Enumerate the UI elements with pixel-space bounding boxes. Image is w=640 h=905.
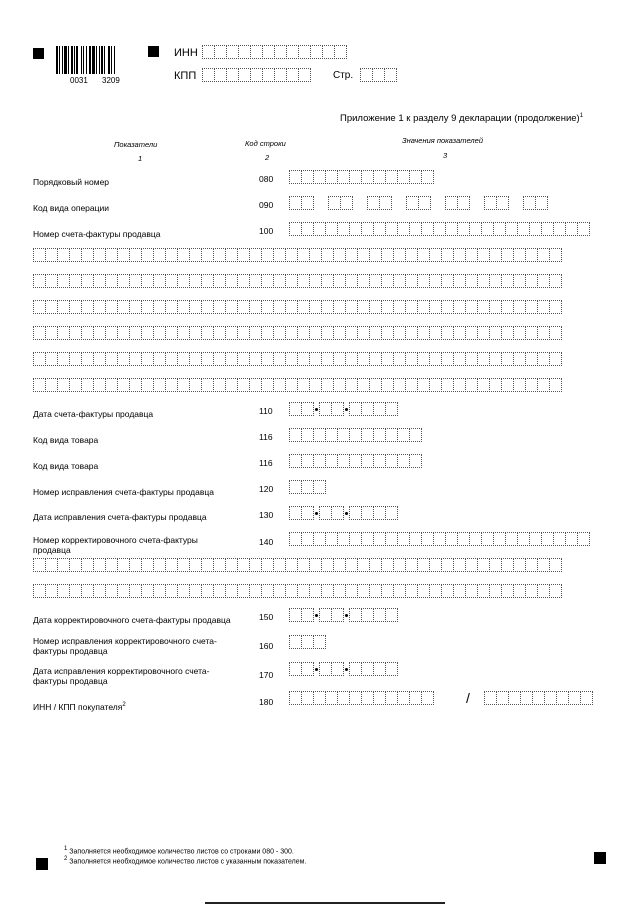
- seller-invoice-number-continuation[interactable]: [33, 274, 561, 288]
- barcode-digits-left: 0031: [70, 76, 88, 85]
- column-header-indicators: Показатели: [114, 140, 158, 149]
- input-cell[interactable]: [385, 402, 398, 416]
- buyer-kpp-field[interactable]: [484, 691, 592, 705]
- input-cell[interactable]: [409, 454, 422, 468]
- kpp-label: КПП: [174, 70, 197, 82]
- adjustment-invoice-number-field[interactable]: [289, 532, 589, 546]
- input-cell[interactable]: [421, 691, 434, 705]
- column-header-values: Значения показателей: [402, 136, 484, 145]
- adjustment-invoice-correction-number-field[interactable]: [289, 635, 325, 649]
- row-label-adjustment-invoice-number: [33, 535, 198, 555]
- adjustment-invoice-correction-date-field[interactable]: [289, 662, 397, 676]
- input-cell[interactable]: [549, 558, 562, 572]
- row-label-adjustment-invoice-correction-number: [33, 636, 217, 656]
- row-label-seller-invoice-number: Номер счета-фактуры продавца: [33, 229, 161, 239]
- row-label-line: Номер корректировочного счета-фактуры: [33, 535, 198, 545]
- input-cell[interactable]: [549, 248, 562, 262]
- row-label-line: Номер исправления корректировочного счета-: [33, 636, 217, 646]
- goods-type-code-field[interactable]: [289, 454, 421, 468]
- page-title-text: Приложение 1 к разделу 9 декларации (продолжение): [340, 113, 580, 125]
- page-number-field[interactable]: [360, 68, 396, 82]
- operation-code-field[interactable]: [289, 196, 547, 210]
- input-cell[interactable]: [385, 506, 398, 520]
- barcode: [56, 46, 116, 74]
- seller-invoice-number-continuation[interactable]: [33, 352, 561, 366]
- input-cell[interactable]: [549, 584, 562, 598]
- input-cell[interactable]: [385, 608, 398, 622]
- row-label-adjustment-invoice-date: Дата корректировочного счета-фактуры продавца: [33, 615, 231, 625]
- input-cell[interactable]: [549, 326, 562, 340]
- goods-type-code-field[interactable]: [289, 428, 421, 442]
- inn-kpp-separator: /: [466, 690, 470, 706]
- input-cell[interactable]: [577, 532, 590, 546]
- row-code-100: 100: [259, 226, 274, 236]
- input-cell[interactable]: [421, 170, 434, 184]
- registration-marker-bottom-right: [594, 852, 606, 864]
- input-cell[interactable]: [580, 691, 593, 705]
- row-label-line: фактуры продавца: [33, 646, 108, 656]
- row-code-140: 140: [259, 537, 274, 547]
- input-cell[interactable]: [409, 428, 422, 442]
- seller-invoice-correction-date-field[interactable]: [289, 506, 397, 520]
- row-code-120: 120: [259, 484, 274, 494]
- footnote-text: Заполняется необходимое количество листов со строками 080 - 300.: [69, 848, 294, 856]
- seller-invoice-number-continuation[interactable]: [33, 326, 561, 340]
- row-code-170: 170: [259, 670, 274, 680]
- buyer-inn-field[interactable]: [289, 691, 433, 705]
- row-label-operation-code: Код вида операции: [33, 203, 110, 213]
- kpp-field[interactable]: [202, 68, 310, 82]
- title-footnote-mark: 1: [579, 113, 584, 119]
- row-label-goods-type-code: Код вида товара: [33, 461, 99, 471]
- serial-number-field[interactable]: [289, 170, 433, 184]
- input-cell[interactable]: [577, 222, 590, 236]
- row-label-adjustment-invoice-correction-date: [33, 666, 209, 686]
- seller-invoice-date-field[interactable]: [289, 402, 397, 416]
- input-cell[interactable]: [313, 635, 326, 649]
- column-number-3: 3: [443, 151, 448, 160]
- seller-invoice-number-continuation[interactable]: [33, 248, 561, 262]
- row-code-150: 150: [259, 612, 274, 622]
- seller-invoice-number-continuation[interactable]: [33, 378, 561, 392]
- row-label-line: фактуры продавца: [33, 676, 108, 686]
- input-cell[interactable]: [385, 662, 398, 676]
- row-label-seller-invoice-correction-date: Дата исправления счета-фактуры продавца: [33, 512, 207, 522]
- row-footnote-mark: 2: [122, 702, 126, 708]
- row-code-180: 180: [259, 697, 274, 707]
- row-code-116: 116: [259, 432, 273, 442]
- row-label-line: Дата исправления корректировочного счета-: [33, 666, 210, 676]
- row-code-080: 080: [259, 174, 274, 184]
- registration-marker-top-mid: [148, 46, 159, 57]
- row-label-seller-invoice-date: Дата счета-фактуры продавца: [33, 409, 154, 419]
- barcode-bar: [115, 46, 116, 74]
- input-cell[interactable]: [549, 378, 562, 392]
- page-title: [340, 113, 583, 124]
- row-label-goods-type-code: Код вида товара: [33, 435, 99, 445]
- input-cell[interactable]: [535, 196, 548, 210]
- registration-marker-top-left: [33, 48, 44, 59]
- row-label-buyer-inn-kpp: [33, 700, 126, 712]
- seller-invoice-number-continuation[interactable]: [33, 300, 561, 314]
- input-cell[interactable]: [549, 300, 562, 314]
- column-number-1: 1: [138, 154, 143, 163]
- row-label-text: ИНН / КПП покупателя: [33, 701, 123, 712]
- seller-invoice-correction-number-field[interactable]: [289, 480, 325, 494]
- footnote-1: [64, 846, 294, 855]
- input-cell[interactable]: [334, 45, 347, 59]
- footnote-2: [64, 856, 306, 865]
- row-code-110: 110: [259, 406, 273, 416]
- page-label: Стр.: [333, 70, 354, 81]
- row-code-160: 160: [259, 641, 274, 651]
- footnote-mark: 2: [64, 856, 68, 862]
- adjustment-invoice-number-continuation[interactable]: [33, 584, 561, 598]
- column-header-line-code: Код строки: [245, 139, 286, 148]
- row-label-line: продавца: [33, 545, 71, 555]
- input-cell[interactable]: [298, 68, 311, 82]
- footnote-mark: 1: [64, 846, 68, 852]
- adjustment-invoice-number-continuation[interactable]: [33, 558, 561, 572]
- row-code-090: 090: [259, 200, 274, 210]
- input-cell[interactable]: [384, 68, 397, 82]
- input-cell[interactable]: [549, 352, 562, 366]
- column-number-2: 2: [265, 153, 270, 162]
- inn-label: ИНН: [174, 47, 198, 59]
- input-cell[interactable]: [549, 274, 562, 288]
- row-label-serial-number: Порядковый номер: [33, 177, 110, 187]
- inn-field[interactable]: [202, 45, 346, 59]
- seller-invoice-number-field[interactable]: [289, 222, 589, 236]
- row-label-seller-invoice-correction-number: Номер исправления счета-фактуры продавца: [33, 487, 214, 497]
- bottom-edge-line: [205, 902, 445, 904]
- registration-marker-bottom-left: [36, 858, 48, 870]
- footnote-text: Заполняется необходимое количество листов с указанным показателем.: [69, 858, 307, 866]
- input-cell[interactable]: [313, 480, 326, 494]
- row-code-130: 130: [259, 510, 274, 520]
- row-code-116: 116: [259, 458, 273, 468]
- adjustment-invoice-date-field[interactable]: [289, 608, 397, 622]
- barcode-digits-right: 3209: [102, 76, 120, 85]
